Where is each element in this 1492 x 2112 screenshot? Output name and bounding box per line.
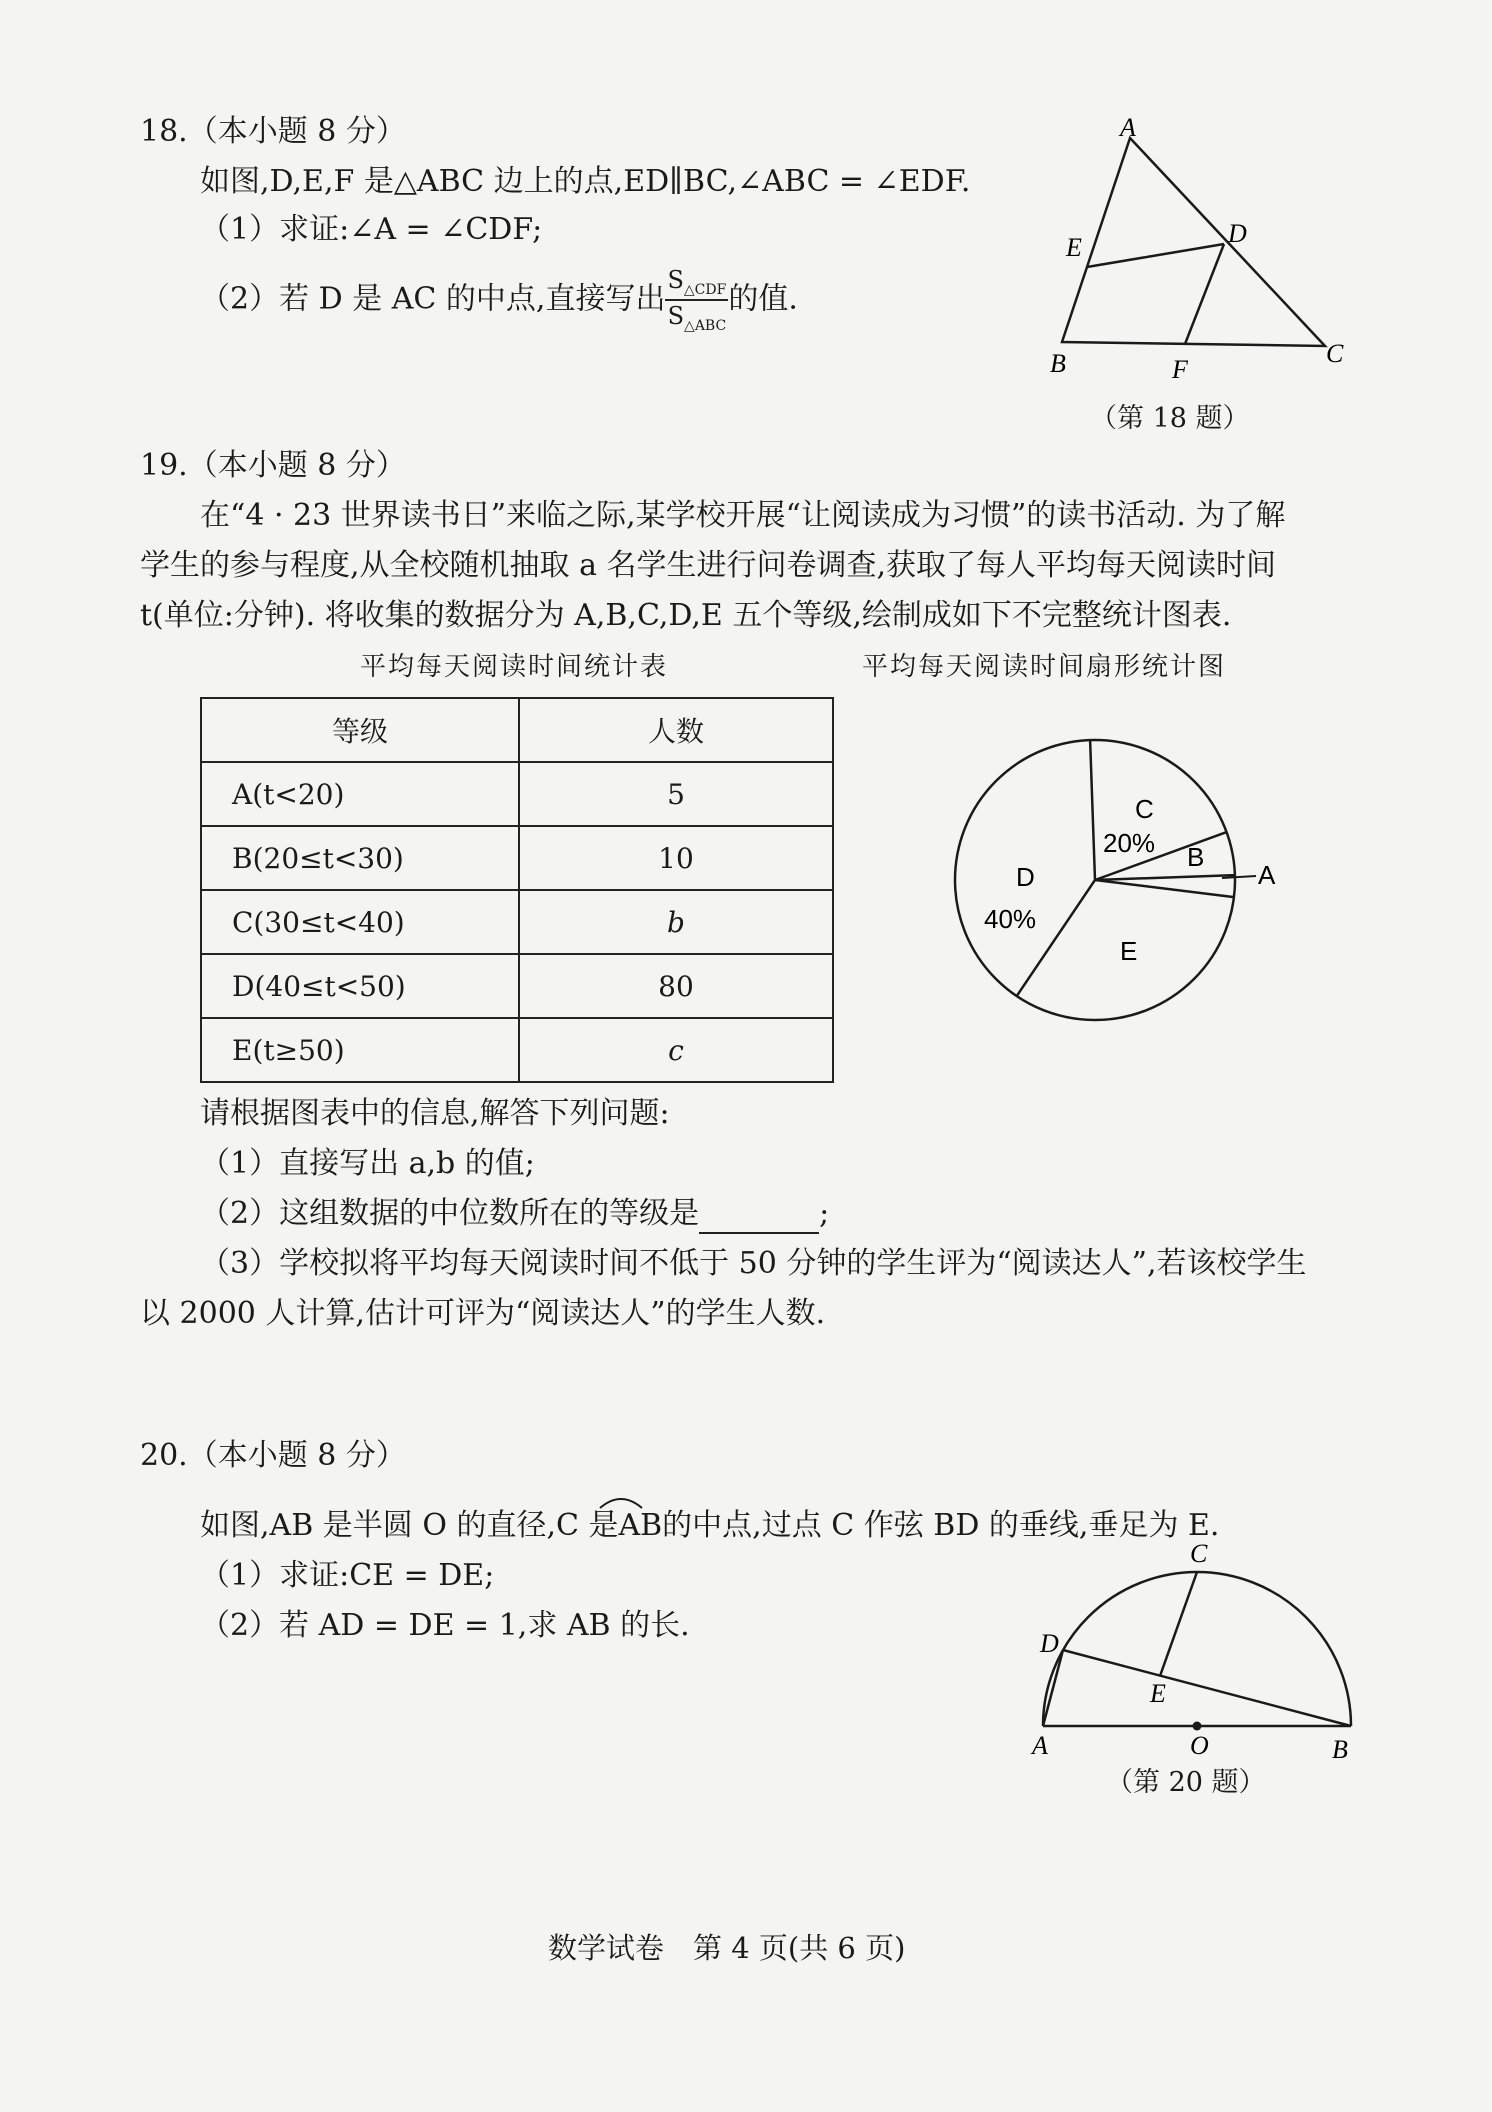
row-count: 80 <box>519 954 833 1018</box>
q18-triangle-figure <box>1020 110 1360 400</box>
q19-header: 19.（本小题 8 分） <box>140 448 406 483</box>
q19-part3-line1: （3）学校拟将平均每天阅读时间不低于 50 分钟的学生评为“阅读达人”,若该校学生 <box>200 1246 1307 1281</box>
q19-para-line2: 学生的参与程度,从全校随机抽取 a 名学生进行问卷调查,获取了每人平均每天阅读时间 <box>140 548 1277 583</box>
q19-para-line1: 在“4 · 23 世界读书日”来临之际,某学校开展“让阅读成为习惯”的读书活动. 为了解 <box>200 498 1286 533</box>
center-point-o <box>1193 1722 1202 1731</box>
pie-label-a: A <box>1258 860 1276 890</box>
row-level: D(40≤t<50) <box>201 954 519 1018</box>
row-count: c <box>519 1018 833 1082</box>
q18-part1: （1）求证:∠A = ∠CDF; <box>200 212 543 247</box>
q18-stem: 如图,D,E,F 是△ABC 边上的点,ED∥BC,∠ABC = ∠EDF. <box>200 164 971 199</box>
reading-time-table <box>200 697 834 1083</box>
pie-slice-boundary-e <box>1095 880 1234 897</box>
label-a: A <box>1120 113 1136 142</box>
label-b: B <box>1332 1735 1348 1764</box>
answer-blank <box>699 1202 819 1234</box>
q18-part2-pre: （2）若 D 是 AC 的中点,直接写出 <box>200 281 666 317</box>
q20-part1: （1）求证:CE = DE; <box>200 1558 495 1593</box>
label-c: C <box>1326 339 1344 368</box>
pie-slice-boundary-c <box>1090 740 1095 880</box>
segment-df <box>1185 244 1224 344</box>
q19-part2-pre: （2）这组数据的中位数所在的等级是 <box>200 1196 700 1231</box>
q20-header: 20.（本小题 8 分） <box>140 1438 406 1473</box>
segment-ce <box>1160 1572 1197 1676</box>
q18-header: 18.（本小题 8 分） <box>140 114 406 149</box>
label-f: F <box>1172 355 1188 384</box>
table-row <box>201 954 833 1018</box>
label-d: D <box>1040 1629 1059 1658</box>
table-row <box>201 826 833 890</box>
table-row <box>201 762 833 826</box>
label-e: E <box>1150 1679 1166 1708</box>
row-level: E(t≥50) <box>201 1018 519 1082</box>
q18-part2-post: 的值. <box>728 281 798 317</box>
row-level: B(20≤t<30) <box>201 826 519 890</box>
pie-label-e: E <box>1120 936 1138 966</box>
table-header-row <box>201 698 833 762</box>
pie-slice-boundary-d <box>1017 880 1095 996</box>
header-count: 人数 <box>519 698 833 762</box>
q20-caption: （第 20 题） <box>1106 1767 1266 1798</box>
q18-caption: （第 18 题） <box>1090 403 1250 434</box>
label-o: O <box>1190 1731 1209 1760</box>
pie-title: 平均每天阅读时间扇形统计图 <box>862 652 1227 682</box>
label-c: C <box>1190 1540 1208 1568</box>
header-level: 等级 <box>201 698 519 762</box>
q20-semicircle-figure <box>1020 1540 1360 1770</box>
pie-label-b: B <box>1187 842 1205 872</box>
page-footer: 数学试卷 第 4 页(共 6 页) <box>548 1931 906 1965</box>
row-count: 10 <box>519 826 833 890</box>
table-row <box>201 890 833 954</box>
table-row <box>201 1018 833 1082</box>
q19-part1: （1）直接写出 a,b 的值; <box>200 1146 535 1181</box>
table-title: 平均每天阅读时间统计表 <box>360 652 669 682</box>
segment-ed <box>1087 244 1224 267</box>
frac-den: S <box>667 301 685 330</box>
chord-ad <box>1043 1650 1063 1726</box>
q19-part2 <box>200 1194 829 1234</box>
pie-label-d: D <box>1016 862 1035 892</box>
label-e: E <box>1066 233 1082 262</box>
area-ratio-fraction <box>665 268 728 333</box>
row-level: C(30≤t<40) <box>201 890 519 954</box>
arc-symbol-icon <box>598 1494 644 1510</box>
row-count: 5 <box>519 762 833 826</box>
q19-part3-line2: 以 2000 人计算,估计可评为“阅读达人”的学生人数. <box>140 1296 826 1331</box>
q19-para-line3: t(单位:分钟). 将收集的数据分为 A,B,C,D,E 五个等级,绘制成如下不完整统计图表. <box>140 598 1232 633</box>
semicircle-arc <box>1043 1572 1351 1726</box>
frac-den-sub: △ABC <box>684 317 727 334</box>
q20-part2: （2）若 AD = DE = 1,求 AB 的长. <box>200 1608 690 1643</box>
pie-label-c-pct: 20% <box>1103 828 1156 858</box>
q19-instruction: 请根据图表中的信息,解答下列问题: <box>200 1096 670 1131</box>
q19-part2-post: ; <box>819 1196 830 1231</box>
q20-stem: 如图,AB 是半圆 O 的直径,C 是AB的中点,过点 C 作弦 BD 的垂线,垂足为 E. <box>200 1508 1220 1543</box>
row-level: A(t<20) <box>201 762 519 826</box>
pie-label-c: C <box>1135 794 1154 824</box>
pie-label-d-pct: 40% <box>984 904 1037 934</box>
frac-num: S <box>667 266 684 294</box>
label-a: A <box>1032 1731 1048 1760</box>
row-count: b <box>519 890 833 954</box>
triangle-abc <box>1062 138 1325 346</box>
reading-time-pie-chart <box>940 730 1290 1030</box>
pie-slice-boundary-a <box>1095 875 1235 880</box>
q18-part2 <box>200 268 798 333</box>
label-b: B <box>1050 349 1066 378</box>
frac-num-sub: △CDF <box>683 281 727 298</box>
label-d: D <box>1228 219 1247 248</box>
chord-bd <box>1063 1650 1351 1726</box>
